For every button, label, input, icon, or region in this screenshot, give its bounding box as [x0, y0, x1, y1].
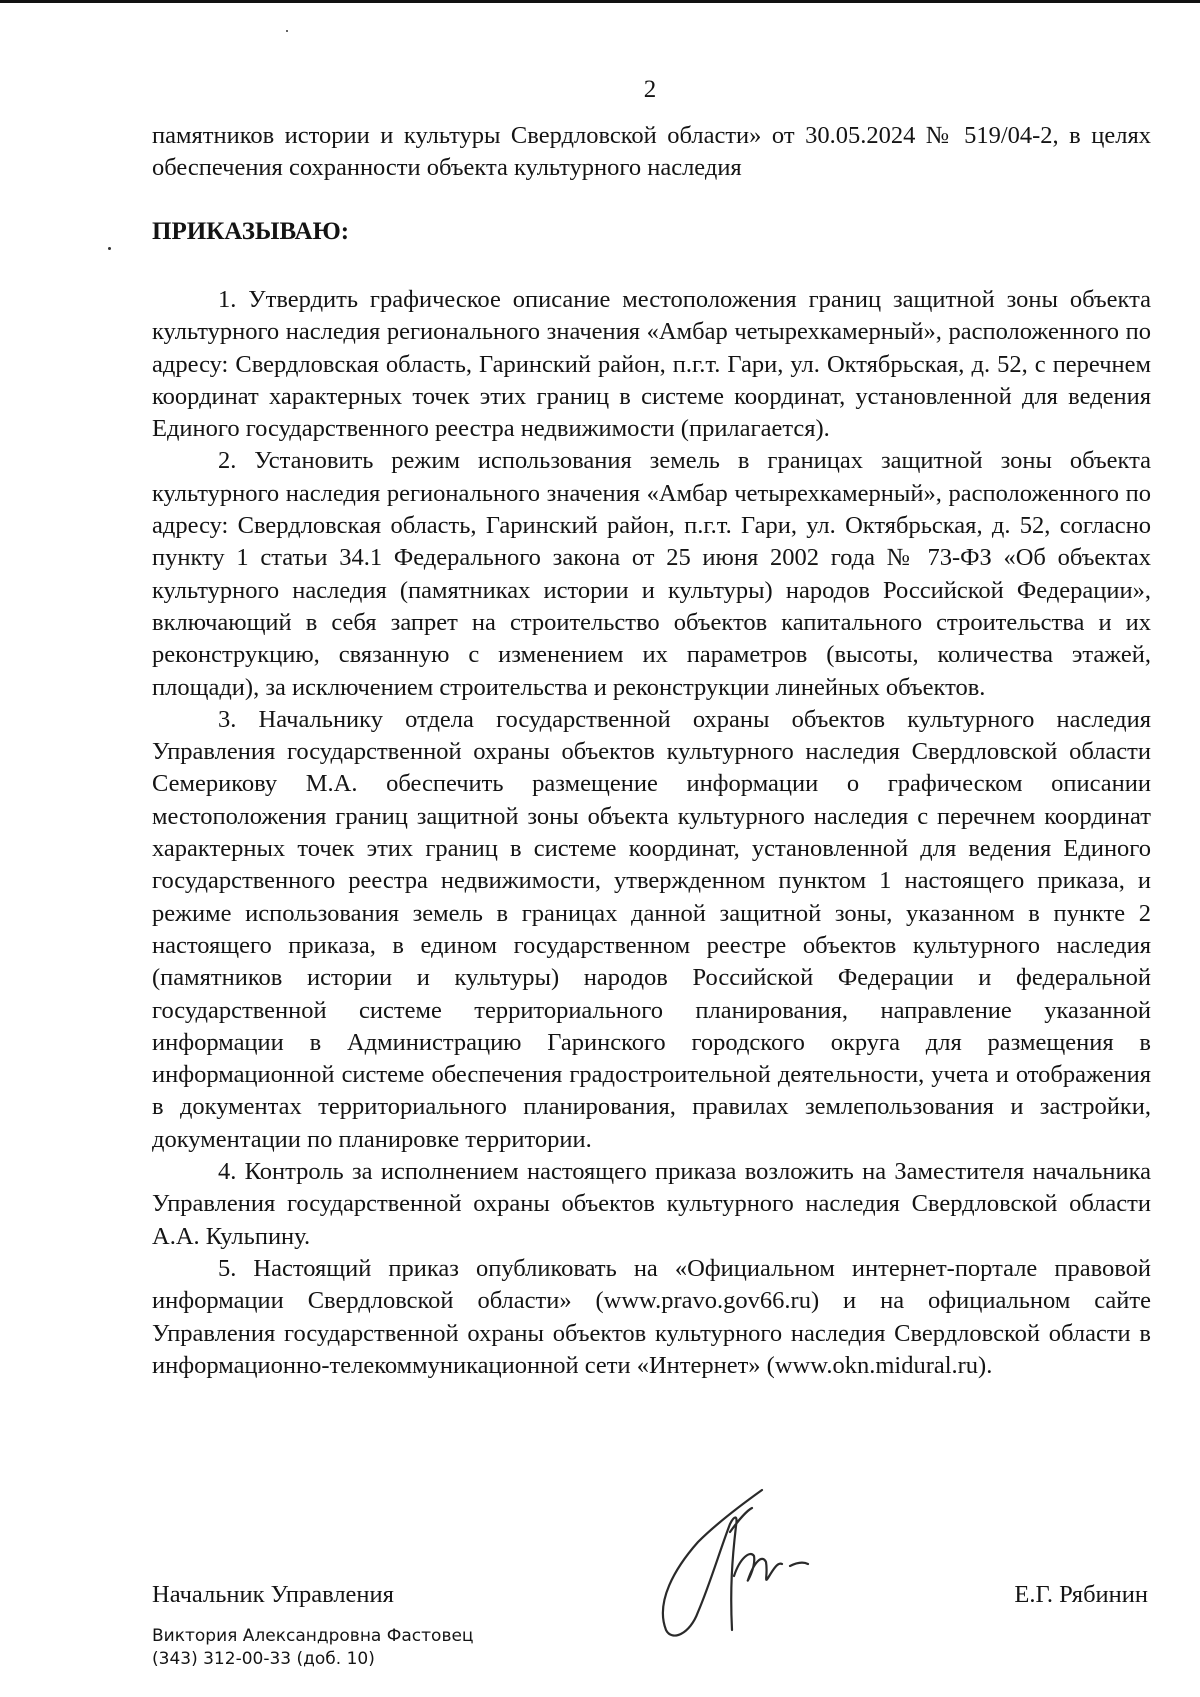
signatory-title: Начальник Управления [152, 1581, 394, 1608]
scan-speck [286, 30, 288, 32]
executor-phone: (343) 312-00-33 (доб. 10) [152, 1649, 375, 1669]
scan-top-border [0, 0, 1200, 3]
page-number: 2 [643, 76, 657, 103]
order-item-5: 5. Настоящий приказ опубликовать на «Официальном интернет-портале правовой информации Свердловской области» (www.pravo.gov66.ru) и на официальном сайте Управления государственной охраны объектов культурного наследия Свердловской области в информационно-телекоммуникационной сети «Интернет» (www.okn.midural.ru). [152, 1254, 1151, 1379]
scan-speck [108, 247, 111, 250]
order-item-3: 3. Начальнику отдела государственной охраны объектов культурного наследия Управления государственной охраны объектов культурного наследия Свердловской области Семерикову М.А. обеспечить размещение информации о графическом описании местоположения границ защитной зоны объекта культурного наследия с перечнем координат характерных точек этих границ в системе координат, установленной для ведения Единого государственного реестра недвижимости, утвержденном пунктом 1 настоящего приказа, и режиме использования земель в границах данной защитной зоны, указанном в пункте 2 настоящего приказа, в едином государственном реестре объектов культурного наследия (памятников истории и культуры) народов Российской Федерации и федеральной государственной системе территориального планирования, направление указанной информации в Администрацию Гаринского городского округа для размещения в информационной системе обеспечения градостроительной деятельности, учета и отображения в документах территориального планирования, правилах землепользования и застройки, документации по планировке территории. [152, 705, 1151, 1153]
executor-name: Виктория Александровна Фастовец [152, 1626, 474, 1646]
order-item-1: 1. Утвердить графическое описание местоположения границ защитной зоны объекта культурного наследия регионального значения «Амбар четырехкамерный», расположенного по адресу: Свердловская область, Гаринский район, п.г.т. Гари, ул. Октябрьская, д. 52, с перечнем координат характерных точек этих границ в системе координат, установленной для ведения Единого государственного реестра недвижимости (прилагается). [152, 286, 1151, 443]
intro-paragraph [152, 120, 1151, 185]
order-item-2: 2. Установить режим использования земель в границах защитной зоны объекта культурного наследия регионального значения «Амбар четырехкамерный», расположенного по адресу: Свердловская область, Гаринский район, п.г.т. Гари, ул. Октябрьская, д. 52, согласно пункту 1 статьи 34.1 Федерального закона от 25 июня 2002 года № 73-ФЗ «Об объектах культурного наследия (памятниках истории и культуры) народов Российской Федерации», включающий в себя запрет на строительство объектов капитального строительства и их реконструкцию, связанную с изменением их параметров (высоты, количества этажей, площади), за исключением строительства и реконструкции линейных объектов. [152, 447, 1151, 701]
signatory-name: Е.Г. Рябинин [1014, 1581, 1148, 1608]
intro-text: памятников истории и культуры Свердловской области» от 30.05.2024 № 519/04-2, в целях обеспечения сохранности объекта культурного наследия [152, 122, 1151, 182]
order-heading: ПРИКАЗЫВАЮ: [152, 218, 350, 245]
handwritten-signature [650, 1480, 850, 1640]
order-item-4: 4. Контроль за исполнением настоящего приказа возложить на Заместителя начальника Управления государственной охраны объектов культурного наследия Свердловской области А.А. Кульпину. [152, 1158, 1151, 1250]
executor-info [152, 1625, 474, 1671]
order-items [152, 284, 1151, 1382]
